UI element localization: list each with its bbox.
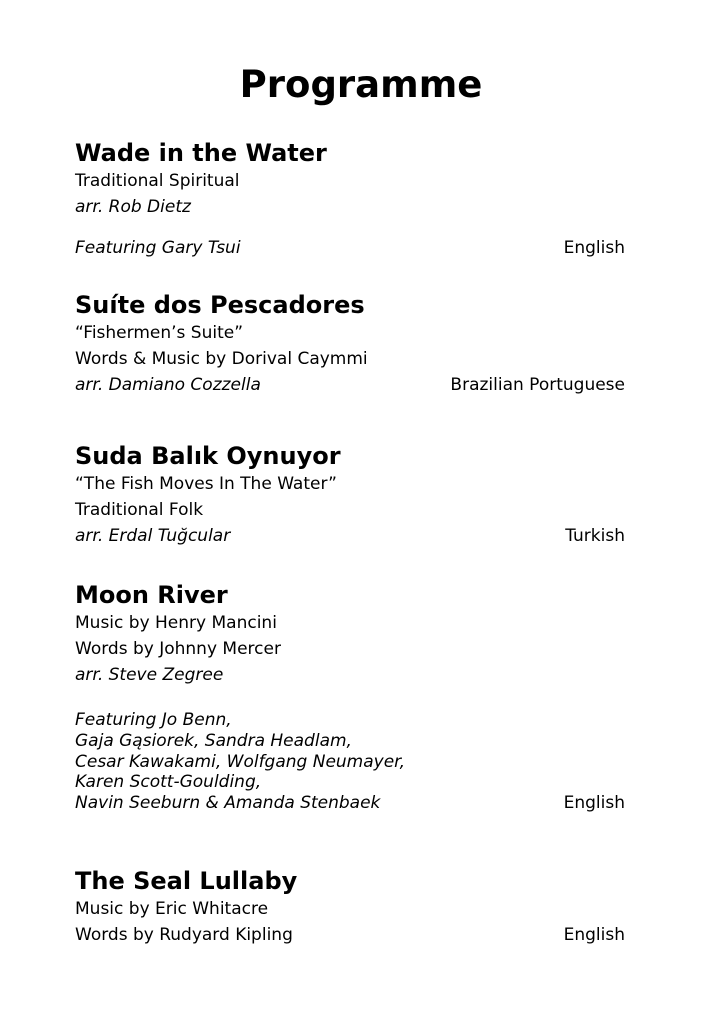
piece-subtitle: “The Fish Moves In The Water” — [75, 474, 337, 494]
featuring-line: Karen Scott-Goulding, — [75, 772, 262, 793]
piece-credit: Words & Music by Dorival Caymmi — [75, 349, 368, 369]
piece-title: Wade in the Water — [75, 139, 327, 167]
piece-featuring: Featuring Gary Tsui — [75, 238, 241, 258]
piece-arranger: arr. Steve Zegree — [75, 665, 224, 685]
piece-language: English — [563, 925, 625, 945]
piece-arranger: arr. Rob Dietz — [75, 197, 191, 217]
piece-language: Brazilian Portuguese — [450, 375, 625, 395]
piece-arranger: arr. Erdal Tuğcular — [75, 526, 231, 546]
featuring-line: Cesar Kawakami, Wolfgang Neumayer, — [75, 751, 406, 772]
piece-subtitle: “Fishermen’s Suite” — [75, 323, 244, 343]
featuring-line: Featuring Jo Benn, — [75, 710, 232, 730]
piece-credit: Traditional Folk — [75, 500, 204, 520]
piece-language: Turkish — [565, 526, 625, 546]
featuring-line: Gaja Gąsiorek, Sandra Headlam, — [75, 730, 352, 751]
piece-credit: Traditional Spiritual — [75, 171, 240, 191]
piece-arranger: arr. Damiano Cozzella — [75, 375, 261, 395]
page-title: Programme — [239, 63, 483, 106]
piece-title: Suda Balık Oynuyor — [75, 442, 341, 470]
piece-title: Suíte dos Pescadores — [75, 291, 365, 319]
piece-credit: Music by Henry Mancini — [75, 613, 277, 633]
piece-language: English — [563, 793, 625, 813]
piece-featuring — [75, 710, 405, 814]
piece-title: Moon River — [75, 581, 228, 609]
piece-language: English — [563, 238, 625, 258]
piece-credit: Words by Rudyard Kipling — [75, 925, 293, 945]
featuring-line: Navin Seeburn & Amanda Stenbaek — [75, 793, 381, 814]
piece-credit: Words by Johnny Mercer — [75, 639, 281, 659]
piece-credit: Music by Eric Whitacre — [75, 899, 269, 919]
piece-title: The Seal Lullaby — [75, 867, 298, 895]
